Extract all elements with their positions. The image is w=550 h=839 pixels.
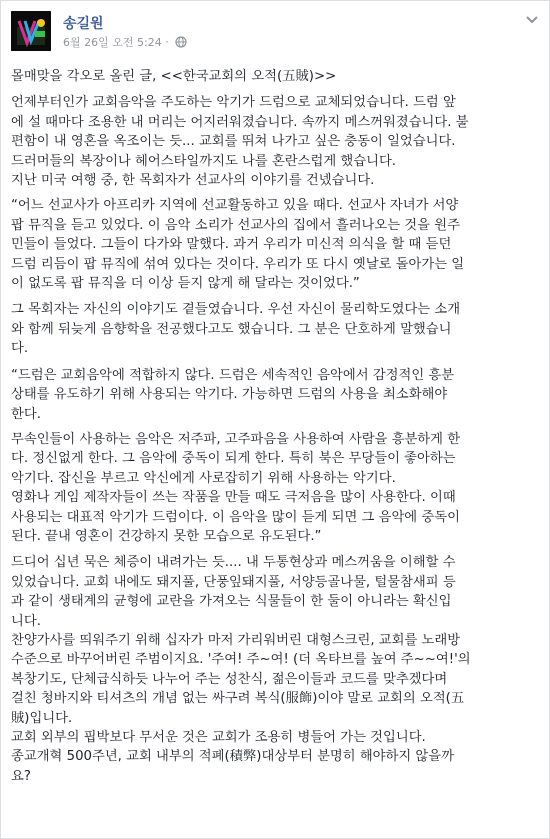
- post-body: [11, 67, 535, 793]
- post-paragraph: “어느 선교사가 아프리카 지역에 선교활동하고 있을 때다. 선교사 자녀가 서양 팝 뮤직을 듣고 있었다. 이 음악 소리가 선교사의 집에서 흘러나오는 것을 원주 민들이 들었다. 그들이 다가와 말했다. 과거 우리가 미신적 의식을 할 때 듣던 드럼 리듬이 팝 뮤직에 섞여 있다는 것이다. 우리가 또 다시 옛날로 돌아가는 일 이 없도록 팝 뮤직을 더 이상 듣지 않게 해 달라는 것이었다.”: [11, 198, 465, 292]
- author-name[interactable]: 송길원: [63, 16, 104, 32]
- post-paragraph: 무속인들이 사용하는 음악은 저주파, 고주파음을 사용하여 사람을 흥분하게 한 다. 정신없게 한다. 그 음악에 중독이 되게 한다. 특히 북은 무당들이 좋아하는 악기다. 잡신을 부르고 악신에게 사로잡히기 위해 사용하는 악기다. 영화나 게임 제작자들이 쓰는 작품을 만들 때도 극저음을 많이 사용한다. 이때 사용되는 대표적 악기가 드럼이다. 이 음악을 많이 듣게 되면 그 음악에 중독이 된다. 끝내 영혼이 건강하지 못한 모습으로 유도된다.”: [11, 431, 461, 544]
- post-title: 몰매맞을 각오로 올린 글, <<한국교회의 오적(五賊)>>: [11, 69, 337, 84]
- post-paragraph: 언제부터인가 교회음악을 주도하는 악기가 드럼으로 교체되었습니다. 드럼 앞 에 설 때마다 조용한 내 머리는 어지러워졌습니다. 속까지 메스꺼워졌습니다. 불 편함이 내 영혼을 옥조이는 듯... 교회를 뛰쳐 나가고 싶은 충동이 일었습니다. 드러머들의 복장이나 헤어스타일까지도 나를 혼란스럽게 했습니다. 지난 미국 여행 중, 한 목회자가 선교사의 이야기를 건넸습니다.: [11, 95, 469, 189]
- meta-separator: ·: [165, 35, 169, 49]
- post-paragraph: 드디어 십년 묵은 체증이 내려가는 듯.... 내 두통현상과 메스꺼움을 이해할 수 있었습니다. 교회 내에도 돼지풀, 단풍잎돼지풀, 서양등골나물, 털물참새피 등 과 같이 생태계의 균형에 교란을 가져오는 식물들이 한 둘이 아니라는 확신입 니다. 찬양가사를 띄워주기 위해 십자가 마저 가리워버린 대형스크린, 교회를 노래방 수준으로 바꾸어버린 주범이지요. '주여! 주~여! (더 옥타브를 높여 주~~여!'의 복창기도, 단체급식하듯 나누어 주는 성찬식, 젊은이들과 코드를 맞추겠다며 걸친 청바지와 티셔츠의 개념 없는 싸구려 복식(服飾)이야 말로 교회의 오적(五 賊)입니다. 교회 외부의 핍박보다 무서운 것은 교회가 조용히 병들어 가는 것입니다. 종교개혁 500주년, 교회 내부의 적폐(積弊)대상부터 분명히 해야하지 않을까 요?: [11, 555, 471, 784]
- chevron-down-icon[interactable]: [525, 15, 539, 25]
- avatar[interactable]: [11, 11, 51, 51]
- post-timestamp[interactable]: 6월 26일 오전 5:24: [63, 36, 162, 49]
- post-meta: [63, 34, 187, 50]
- post-header: [11, 11, 539, 55]
- globe-icon[interactable]: [175, 36, 187, 48]
- post-paragraph: “드럼은 교회음악에 적합하지 않다. 드럼은 세속적인 음악에서 감정적인 흥분 상태를 유도하기 위해 사용되는 악기다. 가능하면 드럼의 사용을 최소화해야 한다.: [11, 367, 455, 422]
- post-paragraph: 그 목회자는 자신의 이야기도 곁들였습니다. 우선 자신이 물리학도였다는 소개 와 함께 뒤늦게 음향학을 전공했다고도 했습니다. 그 분은 단호하게 말했습니 다.: [11, 302, 461, 357]
